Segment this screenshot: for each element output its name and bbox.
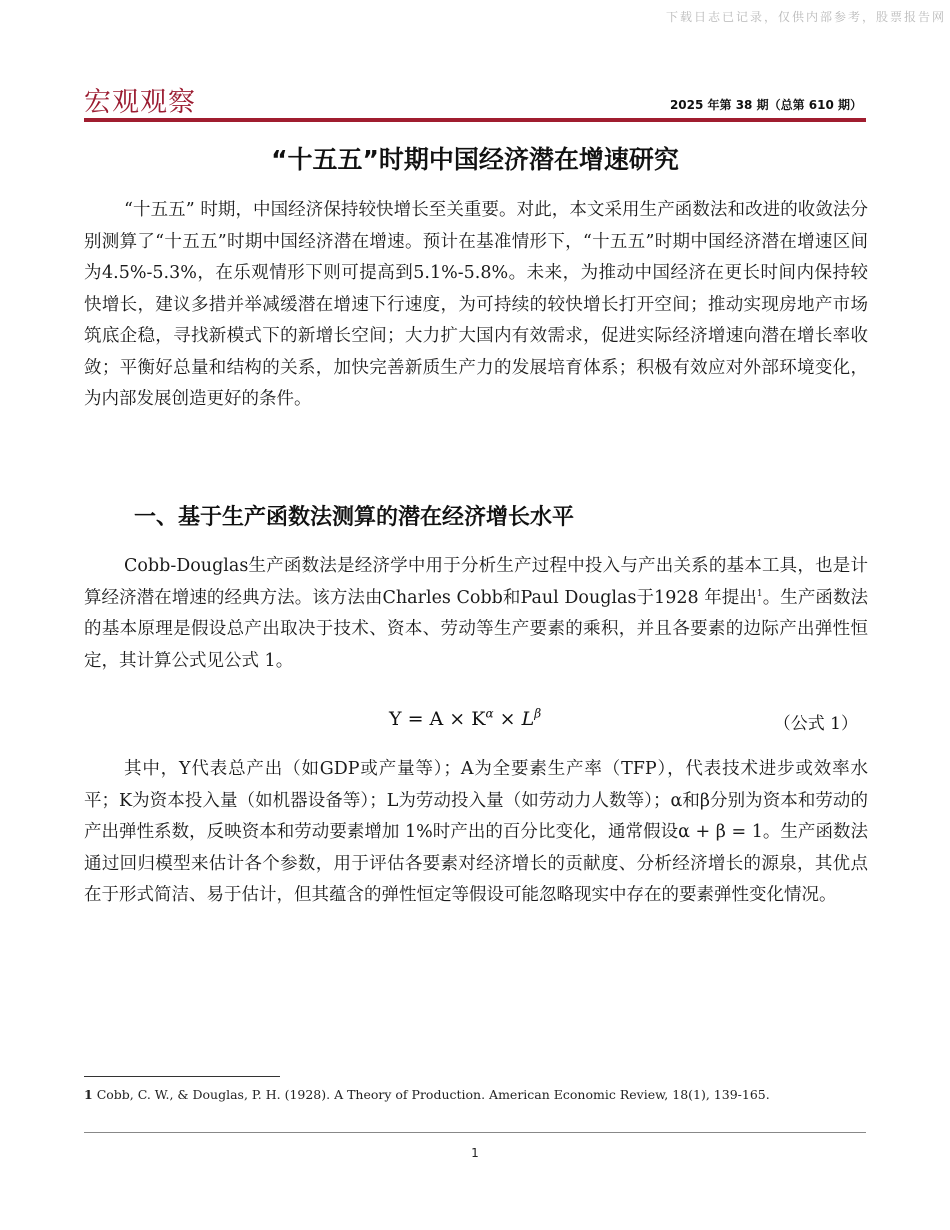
page-title: “十五五”时期中国经济潜在增速研究 [271, 145, 679, 174]
footnote-divider [84, 1076, 280, 1077]
formula-lhs: Y = A × K [389, 708, 486, 730]
formula-times: × [493, 708, 522, 730]
watermark-text: 下载日志已记录，仅供内部参考，股票报告网 [665, 10, 946, 24]
footnote-text: Cobb, C. W., & Douglas, P. H. (1928). A Theory of Production. American Economic Review, 18(1), 139-165. [96, 1087, 770, 1102]
formula-label: （公式 1） [773, 714, 858, 734]
header-divider [84, 118, 866, 122]
cobb-douglas-formula [389, 708, 541, 730]
abstract-paragraph: “十五五” 时期，中国经济保持较快增长至关重要。对此，本文采用生产函数法和改进的收敛法分别测算了“十五五”时期中国经济潜在增速。预计在基准情形下，“十五五”时期中国经济潜在增速区间为4.5%-5.3%，在乐观情形下则可提高到5.1%-5.8%。未来，为推动中国经济在更长时间内保持较快增长，建议多措并举减缓潜在增速下行速度，为可持续的较快增长打开空间；推动实现房地产市场筑底企稳，寻找新模式下的新增长空间；大力扩大国内有效需求，促进实际经济增速向潜在增长率收敛；平衡好总量和结构的关系，加快完善新质生产力的发展培育体系；积极有效应对外部环境变化，为内部发展创造更好的条件。 [84, 200, 868, 409]
footnote [84, 1085, 868, 1104]
footnote-reference[interactable]: 1 [756, 588, 763, 599]
method-text-part2: 。生产函数法的基本原理是假设总产出取决于技术、资本、劳动等生产要素的乘积，并且各要素的边际产出弹性恒定，其计算公式见公式 1。 [84, 587, 868, 671]
method-paragraph [84, 551, 868, 677]
method-text-part1: Cobb-Douglas生产函数法是经济学中用于分析生产过程中投入与产出关系的基本工具，也是计算经济潜在增速的经典方法。该方法由Charles Cobb和Paul Douglas于1928 年提出 [84, 556, 868, 608]
explanation-paragraph: 其中，Y代表总产出（如GDP或产量等）；A为全要素生产率（TFP），代表技术进步或效率水平；K为资本投入量（如机器设备等）；L为劳动投入量（如劳动力人数等）；α和β分别为资本和劳动的产出弹性系数，反映资本和劳动要素增加 1%时产出的百分比变化，通常假设α + β = 1。生产函数法通过回归模型来估计各个参数，用于评估各要素对经济增长的贡献度、分析经济增长的源泉，其优点在于形式简洁、易于估计，但其蕴含的弹性恒定等假设可能忽略现实中存在的要素弹性变化情况。 [84, 759, 868, 905]
section-heading: 一、基于生产函数法测算的潜在经济增长水平 [134, 505, 575, 530]
publication-brand: 宏观观察 [84, 87, 196, 118]
page-number: 1 [471, 1146, 479, 1160]
footer-divider [84, 1132, 866, 1133]
footnote-mark: 1 [84, 1087, 93, 1102]
formula-beta: β [534, 706, 542, 721]
formula-alpha: α [485, 706, 494, 721]
issue-number: 2025 年第 38 期（总第 610 期） [669, 98, 862, 112]
formula-L: L [521, 708, 535, 730]
